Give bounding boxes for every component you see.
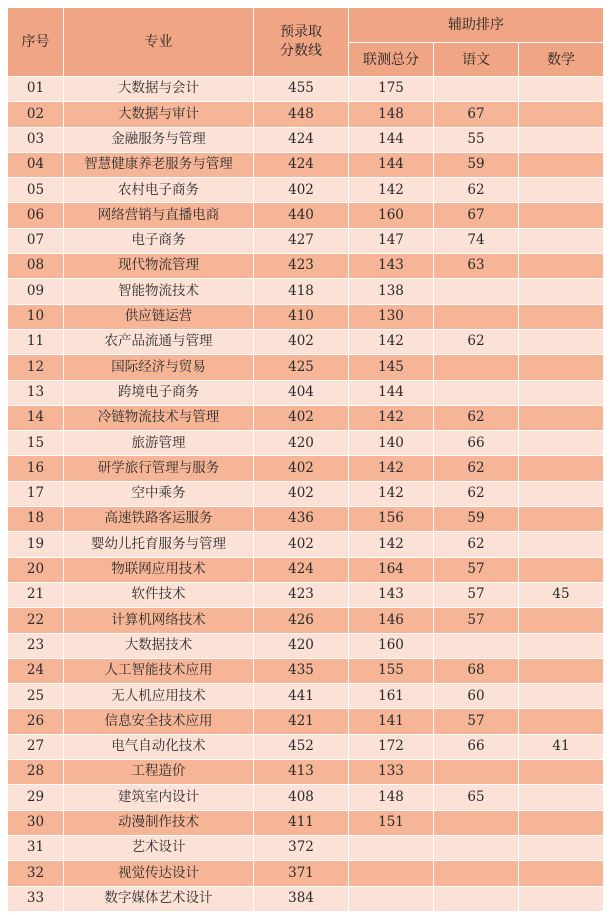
cell-total: 172 [349, 734, 434, 759]
cell-cutoff: 425 [254, 355, 349, 380]
cell-chinese [434, 633, 519, 658]
cell-major: 跨境电子商务 [64, 380, 254, 405]
cell-total: 160 [349, 633, 434, 658]
cell-math [519, 178, 604, 203]
cell-total: 130 [349, 304, 434, 329]
cell-seq: 18 [8, 507, 64, 532]
cell-major: 金融服务与管理 [64, 127, 254, 152]
cell-total: 133 [349, 760, 434, 785]
cell-math [519, 77, 604, 102]
cell-math [519, 886, 604, 911]
cell-chinese [434, 380, 519, 405]
cell-cutoff: 420 [254, 633, 349, 658]
cell-seq: 31 [8, 835, 64, 860]
cell-math [519, 355, 604, 380]
table-row [8, 582, 604, 607]
cell-total: 142 [349, 405, 434, 430]
cell-cutoff: 384 [254, 886, 349, 911]
cell-chinese [434, 835, 519, 860]
cell-chinese [434, 810, 519, 835]
cell-math [519, 329, 604, 354]
cell-total [349, 861, 434, 886]
cell-math [519, 684, 604, 709]
table-row [8, 835, 604, 860]
table-row [8, 481, 604, 506]
cell-total: 156 [349, 507, 434, 532]
table-row [8, 886, 604, 911]
table-row [8, 684, 604, 709]
cell-total: 155 [349, 658, 434, 683]
cell-major: 物联网应用技术 [64, 557, 254, 582]
table-row [8, 228, 604, 253]
cell-total: 144 [349, 127, 434, 152]
cell-major: 智慧健康养老服务与管理 [64, 152, 254, 177]
cell-total: 142 [349, 329, 434, 354]
cell-chinese: 62 [434, 532, 519, 557]
cell-major: 信息安全技术应用 [64, 709, 254, 734]
cell-major: 旅游管理 [64, 431, 254, 456]
cell-major: 无人机应用技术 [64, 684, 254, 709]
cell-total: 143 [349, 582, 434, 607]
cell-chinese [434, 355, 519, 380]
cell-total [349, 886, 434, 911]
cell-cutoff: 420 [254, 431, 349, 456]
cell-total: 175 [349, 77, 434, 102]
cell-total: 144 [349, 152, 434, 177]
cell-total: 144 [349, 380, 434, 405]
cell-cutoff: 441 [254, 684, 349, 709]
table-row [8, 380, 604, 405]
cell-math [519, 810, 604, 835]
cell-cutoff: 410 [254, 304, 349, 329]
cell-chinese [434, 760, 519, 785]
table-row [8, 77, 604, 102]
table-row [8, 304, 604, 329]
table-row [8, 279, 604, 304]
cell-seq: 33 [8, 886, 64, 911]
cell-cutoff: 371 [254, 861, 349, 886]
cell-cutoff: 402 [254, 456, 349, 481]
cell-cutoff: 426 [254, 608, 349, 633]
cell-cutoff: 372 [254, 835, 349, 860]
cell-math [519, 254, 604, 279]
table-row [8, 557, 604, 582]
cell-cutoff: 402 [254, 532, 349, 557]
table-row [8, 405, 604, 430]
cell-cutoff: 411 [254, 810, 349, 835]
admission-cutoff-table [7, 7, 604, 912]
cell-seq: 15 [8, 431, 64, 456]
cell-major: 网络营销与直播电商 [64, 203, 254, 228]
cell-seq: 02 [8, 102, 64, 127]
cell-chinese: 62 [434, 405, 519, 430]
cell-major: 现代物流管理 [64, 254, 254, 279]
cell-cutoff: 408 [254, 785, 349, 810]
cell-seq: 19 [8, 532, 64, 557]
cell-cutoff: 455 [254, 77, 349, 102]
table-row [8, 532, 604, 557]
cell-math [519, 709, 604, 734]
cell-major: 高速铁路客运服务 [64, 507, 254, 532]
cell-chinese: 57 [434, 557, 519, 582]
cell-math: 41 [519, 734, 604, 759]
cell-cutoff: 423 [254, 254, 349, 279]
cell-cutoff: 424 [254, 152, 349, 177]
cell-seq: 16 [8, 456, 64, 481]
cell-math [519, 228, 604, 253]
cell-total: 161 [349, 684, 434, 709]
cell-major: 供应链运营 [64, 304, 254, 329]
cell-major: 大数据与会计 [64, 77, 254, 102]
cell-chinese: 55 [434, 127, 519, 152]
cell-major: 电气自动化技术 [64, 734, 254, 759]
header-seq: 序号 [8, 8, 64, 77]
cell-math [519, 835, 604, 860]
cell-total [349, 835, 434, 860]
cell-chinese: 67 [434, 203, 519, 228]
header-total: 联测总分 [349, 43, 434, 77]
cell-cutoff: 424 [254, 127, 349, 152]
cell-seq: 13 [8, 380, 64, 405]
cell-math [519, 127, 604, 152]
cell-math [519, 557, 604, 582]
cell-major: 人工智能技术应用 [64, 658, 254, 683]
cell-total: 160 [349, 203, 434, 228]
table-row [8, 355, 604, 380]
cell-seq: 17 [8, 481, 64, 506]
cell-major: 冷链物流技术与管理 [64, 405, 254, 430]
cell-math [519, 507, 604, 532]
cell-chinese: 74 [434, 228, 519, 253]
cell-cutoff: 448 [254, 102, 349, 127]
cell-chinese [434, 861, 519, 886]
cell-seq: 06 [8, 203, 64, 228]
table-row [8, 633, 604, 658]
cell-major: 视觉传达设计 [64, 861, 254, 886]
cell-seq: 07 [8, 228, 64, 253]
cell-cutoff: 421 [254, 709, 349, 734]
cell-major: 智能物流技术 [64, 279, 254, 304]
cell-chinese: 62 [434, 456, 519, 481]
cell-seq: 28 [8, 760, 64, 785]
cell-seq: 08 [8, 254, 64, 279]
cell-total: 141 [349, 709, 434, 734]
cell-seq: 26 [8, 709, 64, 734]
cell-seq: 04 [8, 152, 64, 177]
table-row [8, 431, 604, 456]
cell-major: 建筑室内设计 [64, 785, 254, 810]
cell-total: 151 [349, 810, 434, 835]
table-header [8, 8, 604, 77]
cell-cutoff: 418 [254, 279, 349, 304]
cell-chinese [434, 77, 519, 102]
cell-major: 农村电子商务 [64, 178, 254, 203]
table-row [8, 203, 604, 228]
cell-seq: 14 [8, 405, 64, 430]
cell-math [519, 608, 604, 633]
cell-cutoff: 423 [254, 582, 349, 607]
cell-math [519, 304, 604, 329]
cell-math [519, 658, 604, 683]
cell-cutoff: 435 [254, 658, 349, 683]
cell-seq: 22 [8, 608, 64, 633]
cell-seq: 29 [8, 785, 64, 810]
cell-math [519, 481, 604, 506]
cell-math [519, 633, 604, 658]
cell-math [519, 203, 604, 228]
cell-math [519, 532, 604, 557]
cell-major: 计算机网络技术 [64, 608, 254, 633]
cell-chinese [434, 279, 519, 304]
cell-cutoff: 440 [254, 203, 349, 228]
cell-major: 数字媒体艺术设计 [64, 886, 254, 911]
cell-major: 空中乘务 [64, 481, 254, 506]
table-body [8, 77, 604, 912]
cell-seq: 25 [8, 684, 64, 709]
cell-math [519, 785, 604, 810]
cell-math [519, 279, 604, 304]
cell-total: 138 [349, 279, 434, 304]
cell-total: 146 [349, 608, 434, 633]
table-row [8, 861, 604, 886]
cell-math: 45 [519, 582, 604, 607]
table-row [8, 102, 604, 127]
table-row [8, 608, 604, 633]
table-row [8, 329, 604, 354]
header-aux: 辅助排序 [349, 8, 604, 43]
cell-chinese: 66 [434, 431, 519, 456]
cell-total: 142 [349, 532, 434, 557]
cell-seq: 24 [8, 658, 64, 683]
cell-major: 工程造价 [64, 760, 254, 785]
table-row [8, 734, 604, 759]
table-row [8, 152, 604, 177]
cell-total: 142 [349, 481, 434, 506]
table-row [8, 456, 604, 481]
cell-seq: 32 [8, 861, 64, 886]
table-row [8, 658, 604, 683]
cell-math [519, 760, 604, 785]
cell-seq: 03 [8, 127, 64, 152]
cell-cutoff: 424 [254, 557, 349, 582]
cell-chinese: 59 [434, 152, 519, 177]
cell-seq: 27 [8, 734, 64, 759]
cell-math [519, 456, 604, 481]
cell-seq: 30 [8, 810, 64, 835]
cell-chinese: 67 [434, 102, 519, 127]
cell-seq: 21 [8, 582, 64, 607]
cell-total: 145 [349, 355, 434, 380]
cell-chinese: 57 [434, 709, 519, 734]
cell-seq: 10 [8, 304, 64, 329]
admission-table-container [7, 7, 604, 912]
cell-major: 农产品流通与管理 [64, 329, 254, 354]
header-cutoff: 预录取 分数线 [254, 8, 349, 77]
cell-chinese: 62 [434, 481, 519, 506]
cell-cutoff: 402 [254, 178, 349, 203]
cell-major: 婴幼儿托育服务与管理 [64, 532, 254, 557]
cell-seq: 20 [8, 557, 64, 582]
cell-cutoff: 413 [254, 760, 349, 785]
cell-total: 148 [349, 785, 434, 810]
cell-math [519, 102, 604, 127]
cell-chinese: 68 [434, 658, 519, 683]
cell-math [519, 152, 604, 177]
table-row [8, 507, 604, 532]
cell-total: 143 [349, 254, 434, 279]
cell-seq: 12 [8, 355, 64, 380]
cell-chinese: 62 [434, 178, 519, 203]
cell-total: 142 [349, 456, 434, 481]
table-row [8, 178, 604, 203]
cell-chinese: 60 [434, 684, 519, 709]
cell-major: 软件技术 [64, 582, 254, 607]
cell-cutoff: 402 [254, 329, 349, 354]
table-row [8, 785, 604, 810]
cell-seq: 09 [8, 279, 64, 304]
cell-major: 电子商务 [64, 228, 254, 253]
cell-cutoff: 402 [254, 481, 349, 506]
header-chinese: 语文 [434, 43, 519, 77]
cell-cutoff: 427 [254, 228, 349, 253]
cell-total: 142 [349, 178, 434, 203]
cell-chinese: 65 [434, 785, 519, 810]
table-row [8, 127, 604, 152]
cell-seq: 11 [8, 329, 64, 354]
cell-cutoff: 436 [254, 507, 349, 532]
cell-chinese: 57 [434, 608, 519, 633]
cell-math [519, 405, 604, 430]
cell-cutoff: 404 [254, 380, 349, 405]
cell-seq: 01 [8, 77, 64, 102]
cell-cutoff: 402 [254, 405, 349, 430]
header-major: 专业 [64, 8, 254, 77]
cell-major: 国际经济与贸易 [64, 355, 254, 380]
cell-major: 艺术设计 [64, 835, 254, 860]
cell-major: 动漫制作技术 [64, 810, 254, 835]
cell-seq: 23 [8, 633, 64, 658]
cell-total: 147 [349, 228, 434, 253]
cell-chinese: 57 [434, 582, 519, 607]
cell-chinese [434, 304, 519, 329]
table-row [8, 760, 604, 785]
cell-chinese: 63 [434, 254, 519, 279]
header-math: 数学 [519, 43, 604, 77]
cell-cutoff: 452 [254, 734, 349, 759]
cell-chinese: 66 [434, 734, 519, 759]
cell-chinese [434, 886, 519, 911]
table-row [8, 254, 604, 279]
cell-major: 大数据与审计 [64, 102, 254, 127]
cell-major: 研学旅行管理与服务 [64, 456, 254, 481]
table-row [8, 810, 604, 835]
cell-major: 大数据技术 [64, 633, 254, 658]
cell-math [519, 380, 604, 405]
cell-total: 140 [349, 431, 434, 456]
cell-seq: 05 [8, 178, 64, 203]
cell-chinese: 62 [434, 329, 519, 354]
cell-total: 164 [349, 557, 434, 582]
cell-math [519, 431, 604, 456]
table-row [8, 709, 604, 734]
cell-math [519, 861, 604, 886]
cell-chinese: 59 [434, 507, 519, 532]
cell-total: 148 [349, 102, 434, 127]
